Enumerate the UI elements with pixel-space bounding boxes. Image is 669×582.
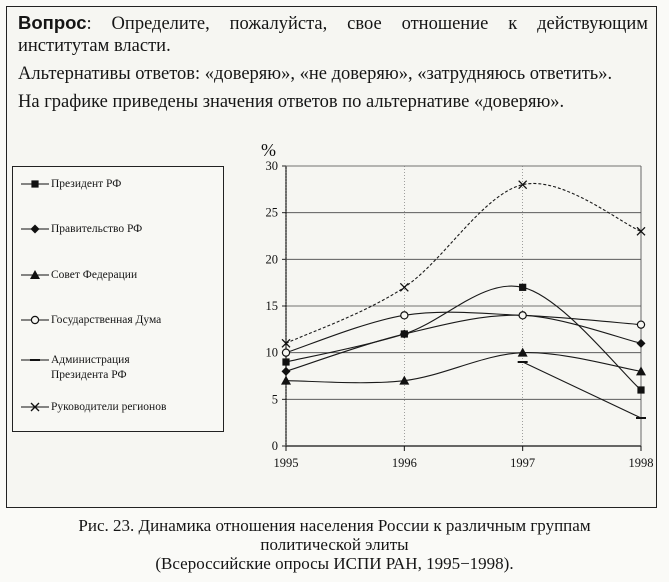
- x-tick-label: 1996: [391, 456, 417, 470]
- x-tick-label: 1995: [273, 456, 299, 470]
- question-label: Вопрос: [18, 12, 87, 33]
- data-point-series-4: [282, 349, 289, 356]
- caption-line-2: политической элиты: [260, 535, 409, 554]
- series-line-5: [523, 362, 641, 418]
- x-tick-label: 1997: [510, 456, 536, 470]
- caption-line-3: (Всероссийские опросы ИСПИ РАН, 1995−1998).: [155, 554, 514, 573]
- y-tick-label: 20: [265, 252, 278, 267]
- data-point-series-6: [400, 283, 408, 291]
- legend-label: Правительство РФ: [51, 223, 143, 235]
- y-tick-label: 15: [265, 299, 278, 313]
- series-line-2: [286, 315, 641, 371]
- legend-label: Совет Федерации: [51, 269, 138, 281]
- data-point-series-4: [401, 312, 408, 319]
- data-point-series-2: [637, 339, 646, 348]
- answer-alternatives: Альтернативы ответов: «доверяю», «не доверяю», «затрудняюсь ответить».: [18, 64, 613, 84]
- x-tick-label: 1998: [628, 456, 654, 470]
- y-tick-label: 30: [265, 159, 278, 173]
- data-point-series-1: [637, 386, 644, 393]
- data-point-series-4: [519, 312, 526, 319]
- data-point-series-1: [282, 358, 289, 365]
- y-tick-label: 0: [271, 439, 278, 453]
- legend-label: Руководители регионов: [51, 401, 167, 413]
- figure-caption: [0, 516, 669, 573]
- data-point-series-4: [637, 321, 644, 328]
- y-tick-label: 5: [271, 392, 278, 407]
- series-line-3: [286, 353, 641, 383]
- y-tick-label: 25: [265, 205, 278, 220]
- y-axis-label: %: [261, 140, 276, 160]
- y-tick-label: 10: [265, 345, 278, 360]
- series-line-4: [286, 312, 641, 352]
- caption-line-1: Рис. 23. Динамика отношения населения России к различным группам: [78, 516, 591, 535]
- legend-label: Президент РФ: [51, 178, 122, 190]
- question-text: : Определите, пожалуйста, свое отношение к действующим институтам власти.: [18, 14, 648, 56]
- legend-label: Государственная Дума: [51, 314, 162, 326]
- series-line-1: [286, 286, 641, 390]
- data-point-series-1: [519, 284, 526, 291]
- data-point-series-2: [282, 367, 291, 376]
- legend-label: Администрация Президента РФ: [51, 354, 130, 381]
- chart-note: На графике приведены значения ответов по альтернативе «доверяю».: [18, 92, 565, 112]
